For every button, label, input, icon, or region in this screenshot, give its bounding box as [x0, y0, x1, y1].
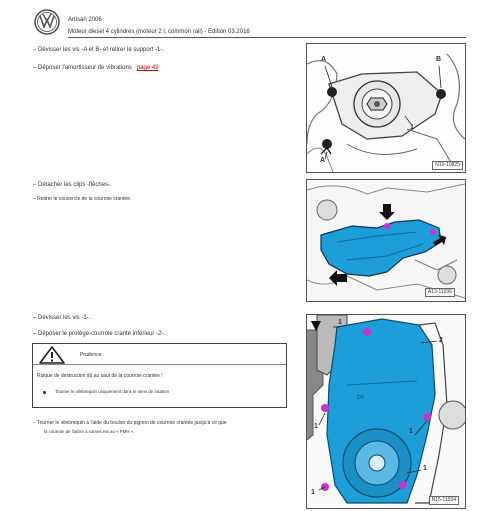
bullet-dot-icon — [43, 391, 46, 394]
label-1-right: 1 — [409, 428, 413, 435]
figure-bracket-removal — [306, 43, 466, 173]
vw-logo — [34, 9, 60, 35]
label-1: 1 — [410, 124, 414, 131]
figure-code: N10-10825 — [432, 161, 463, 170]
step-rotate-crankshaft: – Tourner le vilebrequin à l'aide du boulon du pignon de courroie crantée jusqu'à ce que — [33, 420, 227, 426]
step-detach-clips: – Détacher les clips -flèches-. — [33, 182, 112, 188]
label-a-top: A — [321, 56, 327, 63]
engine-bracket-illustration — [307, 44, 465, 172]
page-link[interactable]: page 49 — [136, 65, 159, 71]
step-rotate-crankshaft-note: la courroie de l'arbre à cames est au « PMH ». — [44, 429, 135, 434]
step-unscrew: – Dévisser les vis -1-. — [33, 315, 91, 321]
tdc-mark: OT — [357, 395, 364, 401]
label-2: 2 — [439, 337, 443, 344]
label-b: B — [436, 56, 442, 63]
label-1-top: 1 — [338, 319, 342, 326]
step-remove-damper-text: – Déposer l'amortisseur de vibrations — [33, 65, 132, 71]
belt-cover-illustration — [307, 180, 465, 301]
figure-code: N15-11034 — [429, 496, 459, 505]
caution-title: Prudence — [80, 352, 102, 358]
step-remove-bracket: – Dévisser les vis -A et B- et retirer le support -1-. — [33, 47, 165, 53]
figure-lower-guard — [306, 314, 466, 509]
step-remove-guard: – Déposer le protège-courroie cranté inférieur -2-. — [33, 331, 166, 337]
label-1-bottom: 1 — [311, 489, 315, 496]
caution-bullet: Tourner le vilebrequin uniquement dans le sens de rotation — [55, 389, 169, 394]
header-engine: Moteur diesel 4 cylindres (moteur 2 l, common rail) - Edition 03.2016 — [68, 29, 250, 35]
step-remove-cover: – Retirer le couvercle de la courroie crantée. — [33, 196, 132, 202]
caution-text: Risque de destruction dû au saut de la courroie crantée ! — [37, 373, 163, 379]
label-1-left: 1 — [314, 423, 318, 430]
caution-title-rule — [33, 364, 286, 365]
caution-box — [32, 343, 287, 408]
figure-cover-clips — [306, 179, 466, 302]
warning-icon — [39, 346, 65, 369]
header-divider — [68, 37, 466, 38]
label-a-bottom: A — [320, 157, 326, 164]
step-remove-damper — [33, 64, 159, 72]
figure-code: A13-11036 — [425, 288, 455, 297]
header-model: Artisan 2006 — [68, 17, 102, 23]
label-1-lower-right: 1 — [423, 465, 427, 472]
